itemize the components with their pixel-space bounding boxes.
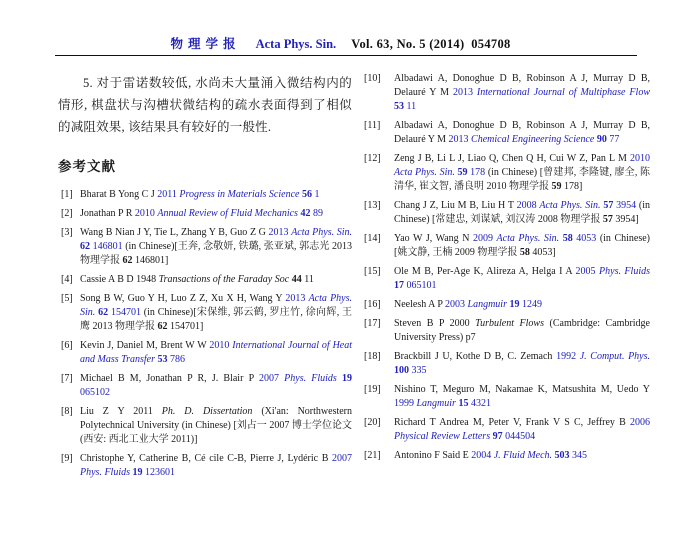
reference-item [58,452,352,480]
reference-text [80,339,352,367]
header-rule [55,55,637,56]
references-column-left [58,188,352,480]
reference-link[interactable]: 2008 [516,200,540,211]
reference-segment: Wang B Nian J Y, Tie L, Zhang Y B, Guo Z G [80,227,269,238]
reference-number: [21] [364,450,381,461]
reference-text [394,119,650,147]
reference-segment: (in Chinese) [常建忠, 刘谋斌, 刘汉涛 2008 物理学报 [394,200,651,225]
reference-number: [13] [364,200,381,211]
reference-item [58,292,352,334]
reference-segment: Cassie A B D 1948 [80,274,159,285]
reference-link[interactable]: 2010 [209,340,233,351]
reference-segment: Jonathan P R [80,208,135,219]
reference-text [80,188,352,202]
reference-link[interactable]: 57 [603,200,617,211]
reference-number: [7] [61,373,73,384]
reference-segment: Yao W J, Wang N [394,233,473,244]
reference-link[interactable]: Acta Phys. Sin. [291,227,352,238]
reference-link[interactable]: 2010 [134,208,158,219]
reference-link[interactable]: 90 [596,134,610,145]
reference-number: [17] [364,318,381,329]
reference-link[interactable]: Acta Phys. Sin. [394,167,458,178]
reference-item [364,232,650,260]
reference-link[interactable]: 065102 [80,387,110,398]
reference-link[interactable]: 1992 [556,351,580,362]
reference-link[interactable]: 89 [312,208,323,219]
reference-link[interactable]: 345 [572,450,588,461]
reference-segment: Michael B M, Jonathan P R, J. Blair P [80,373,259,384]
reference-number: [12] [364,153,381,164]
reference-segment: Zeng J B, Li L J, Liao Q, Chen Q H, Cui W Z, Pan L M [394,153,630,164]
reference-segment: Liu Z Y 2011 [80,406,162,417]
reference-number: [9] [61,453,73,464]
reference-link[interactable]: 62 [98,307,111,318]
reference-segment: (in Chinese) [曾建邦, 李隆键, 廖全, 陈清华, 崔文智, 潘良明 2010 物理学报 [394,167,650,192]
reference-segment: 3954] [615,214,639,225]
reference-link[interactable]: 2005 [575,266,600,277]
reference-text [80,207,352,221]
reference-link[interactable]: Acta Phys. Sin. [80,293,353,318]
two-column-content [58,72,650,485]
reference-link[interactable]: 53 [394,101,407,112]
reference-link[interactable]: 19 [342,373,353,384]
reference-segment: Transactions of the Faraday Soc [158,274,292,285]
reference-link[interactable]: 2004 [471,450,494,461]
reference-item [364,317,650,345]
references-column-right [364,72,650,463]
reference-link[interactable]: 42 [300,208,313,219]
reference-segment: 62 [157,321,170,332]
reference-segment: Ole M B, Per-Age K, Alireza A, Helga I A [394,266,576,277]
reference-link[interactable]: 065101 [406,280,437,291]
reference-link[interactable]: 2013 [448,134,472,145]
reference-segment: Kevin J, Daniel M, Brent W W [80,340,210,351]
reference-text [394,416,650,444]
reference-item [58,405,352,447]
reference-text [394,152,650,194]
reference-link[interactable]: 97 [492,431,506,442]
reference-item [364,298,650,312]
reference-segment: 57 [602,214,616,225]
reference-item [58,273,352,287]
reference-number: [11] [364,120,381,131]
reference-number: [3] [61,227,73,238]
reference-segment: Albadawi A, Donoghue D B, Robinson A J, Murray D B, Delauré Y M [394,120,650,145]
reference-segment: Nishino T, Meguro M, Nakamae K, Matsushita M, Uedo Y [394,384,650,395]
reference-segment: 146801] [135,255,169,266]
reference-link[interactable]: 335 [411,365,427,376]
reference-segment: Richard T Andrea M, Peter V, Frank V S C, Jeffrey B [394,417,630,428]
reference-link[interactable]: International Journal of Heat and Mass Transfer [80,340,353,365]
reference-link[interactable]: J. Fluid Mech. [493,450,555,461]
reference-number: [8] [61,406,73,417]
reference-text [80,292,352,334]
reference-segment: 154701] [170,321,204,332]
reference-link[interactable]: 19 [132,467,145,478]
reference-link[interactable]: Phys. Fluids [599,266,650,277]
reference-text [394,265,650,293]
reference-segment: (in Chinese)[王奔, 念敬妍, 铁璐, 张亚斌, 郭志光 2013 物理学报 [80,241,352,266]
reference-number: [16] [364,299,381,310]
reference-link[interactable]: 17 [394,280,407,291]
reference-segment: Neelesh A P [394,299,446,310]
reference-link[interactable]: 503 [554,450,573,461]
right-column [364,72,650,485]
reference-text [394,383,650,411]
reference-item [58,339,352,367]
reference-link[interactable]: Langmuir [416,398,459,409]
journal-title-en: Acta Phys. Sin. [255,37,337,51]
reference-link[interactable]: 4053 [576,233,600,244]
reference-link[interactable]: 154701 [110,307,144,318]
reference-segment: Albadawi A, Donoghue D B, Robinson A J, Murray D B, Delauré Y M [394,73,650,98]
reference-link[interactable]: 2006 [630,417,650,428]
reference-link[interactable]: 1999 [394,398,417,409]
reference-link[interactable]: 2011 [157,189,180,200]
conclusion-paragraph: 5. 对于雷诺数较低, 水尚未大量涌入微结构内的情形, 棋盘状与沟槽状微结构的疏水表面得到了相似的减阻效果, 该结果具有较好的一般性. [58,76,352,134]
reference-item [364,383,650,411]
reference-link[interactable]: 178 [470,167,488,178]
reference-link[interactable]: Chemical Engineering Science [471,134,597,145]
reference-link[interactable]: 11 [406,101,417,112]
reference-link[interactable]: Progress in Materials Science [179,189,302,200]
reference-link[interactable]: Annual Review of Fluid Mechanics [157,208,301,219]
journal-title-cn: 物理学报 [170,37,241,51]
reference-number: [4] [61,274,73,285]
reference-link[interactable]: 1 [314,189,320,200]
reference-link[interactable]: 100 [394,365,412,376]
reference-segment: Christophe Y, Catherine B, Cé cile C-B, Pierre J, Lydéric B [80,453,332,464]
reference-link[interactable]: 2010 [630,153,650,164]
page-header [0,34,681,52]
reference-item [364,199,650,227]
reference-number: [10] [364,73,381,84]
reference-segment: 178] [564,181,583,192]
reference-item [58,207,352,221]
reference-link[interactable]: 59 [457,167,471,178]
reference-item [364,265,650,293]
reference-link[interactable]: 2007 [332,453,352,464]
reference-item [364,416,650,444]
reference-text [80,405,352,447]
reference-number: [19] [364,384,381,395]
reference-item [364,152,650,194]
reference-link[interactable]: Phys. Fluids [80,467,133,478]
references-heading: 参考文献 [58,159,116,174]
reference-link[interactable]: 15 [458,398,471,409]
reference-link[interactable]: 56 [301,189,315,200]
reference-item [58,226,352,268]
reference-text [394,72,650,114]
reference-link[interactable]: 2003 [445,299,468,310]
reference-segment: Brackbill J U, Kothe D B, C. Zemach [394,351,557,362]
reference-number: [1] [61,189,73,200]
reference-text [80,372,352,400]
reference-link[interactable]: 146801 [92,241,126,252]
reference-link[interactable]: 58 [562,233,577,244]
reference-number: [20] [364,417,381,428]
reference-number: [6] [61,340,73,351]
issue-info: Vol. 63, No. 5 (2014) 054708 [351,37,511,51]
reference-text [80,273,352,287]
reference-text [394,298,650,312]
reference-link[interactable]: 2007 [258,373,285,384]
reference-link[interactable]: 2009 [472,233,497,244]
reference-link[interactable]: Phys. Fluids [284,373,343,384]
reference-link[interactable]: 19 [509,299,522,310]
reference-link[interactable]: 2013 [452,87,477,98]
reference-text [394,449,650,463]
reference-link[interactable]: 123601 [145,467,175,478]
reference-text [394,232,650,260]
reference-link[interactable]: 4321 [470,398,491,409]
reference-link[interactable]: 786 [170,354,186,365]
reference-segment: Bharat B Yong C J [80,189,158,200]
reference-segment: Song B W, Guo Y H, Luo Z Z, Xu X H, Wang Y [80,293,286,304]
reference-link[interactable]: 2013 [268,227,292,238]
reference-link[interactable]: 3954 [616,200,639,211]
reference-item [364,449,650,463]
reference-item [58,188,352,202]
reference-segment: (Cambridge: Cambridge University Press) p7 [394,318,650,343]
reference-number: [15] [364,266,381,277]
reference-segment: (in Chinese) [姚文静, 王楠 2009 物理学报 [394,233,651,258]
reference-item [364,72,650,114]
left-column [58,72,352,485]
reference-segment: Steven B P 2000 [394,318,476,329]
reference-link[interactable]: 53 [157,354,171,365]
reference-text [80,226,352,268]
reference-text [394,317,650,345]
reference-segment: Antonino F Said E [394,450,472,461]
reference-link[interactable]: 2013 [285,293,309,304]
reference-segment: Turbulent Flows [475,318,550,329]
reference-link[interactable]: 62 [80,241,93,252]
reference-segment: 4053] [532,247,556,258]
reference-segment: Chang J Z, Liu M B, Liu H T [394,200,517,211]
reference-number: [18] [364,351,381,362]
reference-number: [2] [61,208,73,219]
reference-link[interactable]: 1249 [521,299,542,310]
reference-segment: 62 [122,255,135,266]
reference-segment: (Xi'an: Northwestern Polytechnical University (in Chinese) [刘占一 2007 博士学位论文 (西安: 西北工业大学 2011)] [80,406,353,445]
reference-number: [14] [364,233,381,244]
reference-segment: 58 [519,247,533,258]
reference-link[interactable]: J. Comput. Phys. [579,351,651,362]
reference-item [58,372,352,400]
reference-link[interactable]: International Journal of Multiphase Flow [476,87,650,98]
reference-segment: 59 [551,181,564,192]
reference-segment: (in Chinese)[宋保维, 郭云鹤, 罗庄竹, 徐向辉, 王鹰 2013 物理学报 [80,307,353,332]
reference-link[interactable]: Langmuir [467,299,510,310]
reference-text [394,350,650,378]
reference-text [394,199,650,227]
reference-link[interactable]: 044504 [505,431,536,442]
reference-segment: Ph. D. Dissertation [161,406,262,417]
reference-link[interactable]: 77 [609,134,620,145]
reference-text [80,452,352,480]
reference-item [364,350,650,378]
reference-segment: 44 [291,274,305,285]
reference-link[interactable]: Acta Phys. Sin. [496,233,563,244]
reference-number: [5] [61,293,73,304]
reference-link[interactable]: Acta Phys. Sin. [539,200,604,211]
reference-segment: 11 [304,274,314,285]
reference-link[interactable]: Physical Review Letters [394,431,493,442]
reference-item [364,119,650,147]
